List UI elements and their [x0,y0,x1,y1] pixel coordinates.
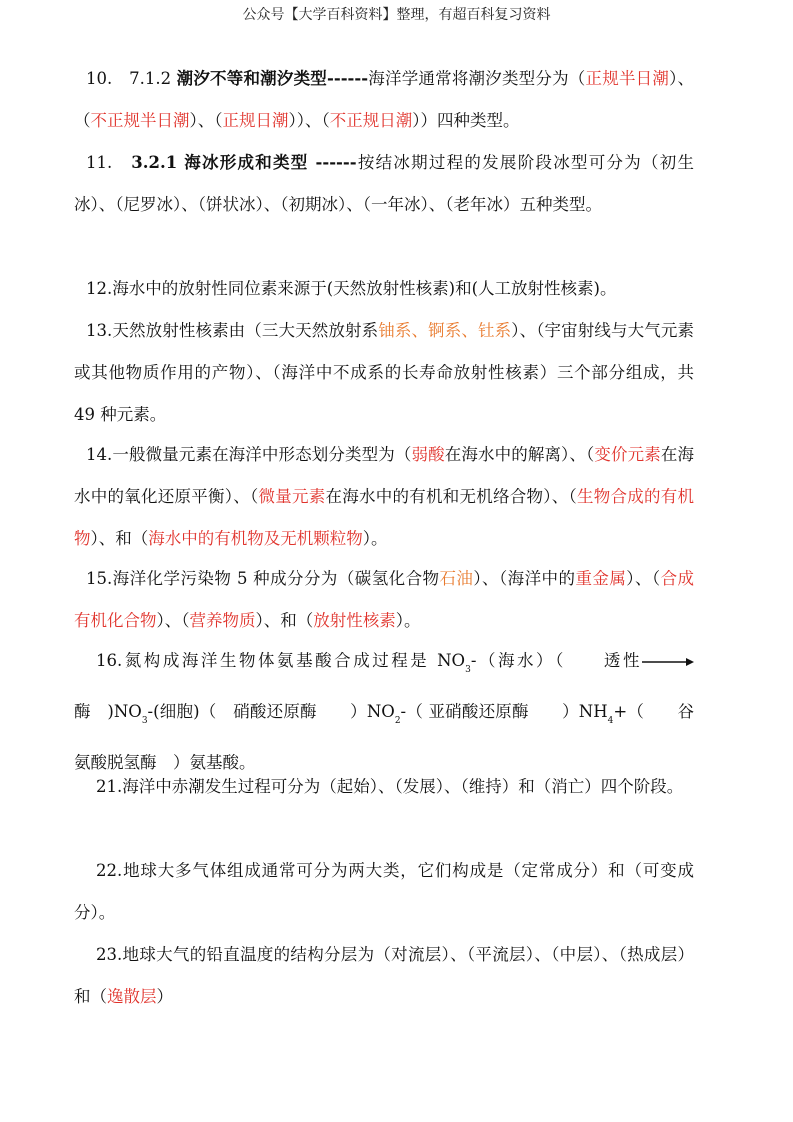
text-segment: 铀系、锕系、钍系 [378,321,512,340]
text-segment: 正规半日潮 [585,69,670,88]
text-segment: 14.一般微量元素在海洋中形态划分类型为（ [86,445,412,464]
text-segment: 3 [141,716,148,726]
text-segment: 23.地球大气的铅直温度的结构分层为（对流层）、（平流层）、（中层）、（热成层）和（ [74,945,694,1006]
item-22 [74,850,694,934]
text-segment: 逸散层 [107,987,157,1006]
text-segment: ）、和（ [90,529,149,548]
text-segment: -（ 亚硝酸还原酶 ）NH [400,702,608,721]
item-11 [74,142,694,226]
text-segment: 酶 )NO [74,702,142,721]
text-segment: ） [156,987,173,1006]
item-23 [74,934,694,1018]
text-segment: 放射性核素 [313,611,396,630]
item-12 [74,268,694,310]
item-10 [74,58,694,142]
text-segment: 在海水中的解离）、（ [444,445,595,464]
text-segment: ）、和（ [255,611,314,630]
item-13 [74,310,694,436]
text-segment: ）。 [395,611,421,630]
text-segment: ）、（海洋中的 [473,569,576,588]
text-segment: -(细胞)（ 硝酸还原酶 ）NO [147,702,395,721]
text-segment: 3 [465,665,471,675]
text-segment: 3.2.1 海冰形成和类型 ------ [131,153,357,172]
text-segment: ------ [327,69,369,88]
text-segment: 生物合成的有机物 [74,487,694,548]
page-header: 公众号【大学百科资料】整理，有超百科复习资料 [242,7,551,23]
reaction-arrow-icon [642,656,694,668]
text-segment: 16.氮构成海洋生物体氨基酸合成过程是 NO [96,651,466,670]
text-segment: 2 [394,716,401,726]
text-segment: 潮汐不等和潮汐类型 [176,69,327,88]
text-segment: 石油 [439,569,474,588]
text-segment: 微量元素 [258,487,326,506]
text-segment: 正规日潮 [222,111,289,130]
text-segment: ）。 [362,529,388,548]
text-segment: 21.海洋中赤潮发生过程可分为（起始）、（发展）、（维持）和（消亡）四个阶段。 [96,777,684,796]
text-segment: -（海水）（ 透性 [470,651,643,670]
text-segment: ））、（ [288,111,330,130]
text-segment: 10. 7.1.2 [86,69,177,88]
text-segment: 12.海水中的放射性同位素来源于(天然放射性核素)和(人工放射性核素)。 [86,279,617,298]
text-segment: 弱酸 [411,445,445,464]
text-segment: 15.海洋化学污染物 5 种成分分为（碳氢化合物 [86,569,440,588]
text-segment: 不正规半日潮 [90,111,190,130]
text-segment: 4 [607,716,614,726]
text-segment: 11. [86,153,132,172]
item-14 [74,434,694,560]
text-segment: 不正规日潮 [329,111,413,130]
text-segment: +（ 谷氨酸脱氢酶 ）氨基酸。 [74,702,695,772]
text-segment: ）、（ [74,69,695,130]
item-16 [74,640,694,784]
text-segment: ）、（ [626,569,661,588]
text-segment: 重金属 [575,569,627,588]
text-segment: 按结冰期过程的发展阶段冰型可分为（初生冰）、（尼罗冰）、（饼状冰）、（初期冰）、（一年冰）、（老年冰）五种类型。 [74,153,695,214]
text-segment: 海水中的有机物及无机颗粒物 [148,529,363,548]
text-segment: ））四种类型。 [412,111,520,130]
text-segment: 合成有机化合物 [74,569,695,630]
text-segment: 13.天然放射性核素由（三大天然放射系 [86,321,379,340]
text-segment: 在海水中的氧化还原平衡）、（ [74,445,695,506]
text-segment: ）、（ [189,111,223,130]
item-15 [74,558,694,642]
text-segment: 营养物质 [189,611,256,630]
text-segment: 变价元素 [594,445,661,464]
text-segment: 22.地球大多气体组成通常可分为两大类，它们构成是（定常成分）和（可变成分）。 [74,861,694,922]
text-segment: 在海水中的有机和无机络合物）、（ [325,487,577,506]
text-segment: 海洋学通常将潮汐类型分为（ [368,69,586,88]
item-21 [74,766,694,808]
text-segment: ）、（宇宙射线与大气元素或其他物质作用的产物）、（海洋中不成系的长寿命放射性核素）三个部分组成，共 49 种元素。 [74,321,695,424]
text-segment: ）、（ [156,611,190,630]
